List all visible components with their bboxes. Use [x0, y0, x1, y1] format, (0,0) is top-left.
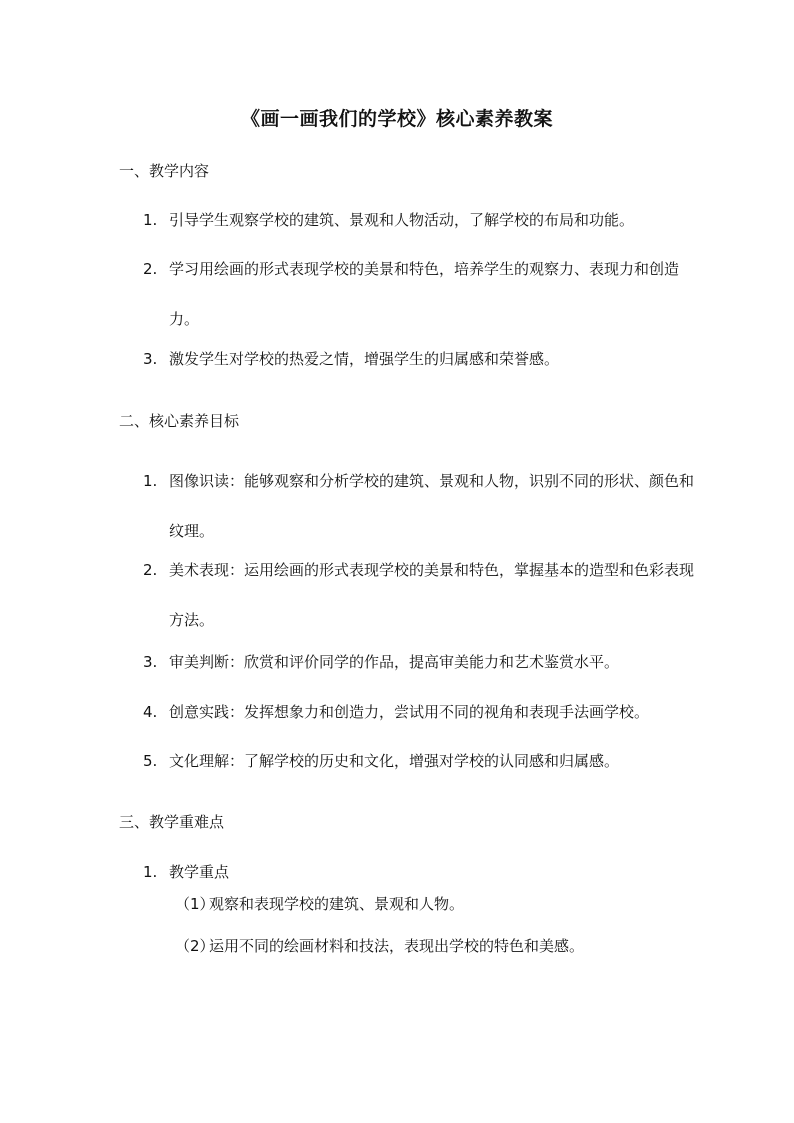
list-item-text: 教学重点 — [169, 863, 230, 881]
list-item — [143, 545, 703, 645]
sub-list-item — [175, 893, 464, 914]
list-item-text: 文化理解：了解学校的历史和文化，增强对学校的认同感和归属感。 — [169, 752, 620, 770]
list-item-text: 审美判断：欣赏和评价同学的作品，提高审美能力和艺术鉴赏水平。 — [169, 653, 620, 671]
section-heading-2: 二、核心素养目标 — [119, 412, 240, 430]
list-item-number: 1. — [143, 863, 158, 881]
sub-list-item-text: 运用不同的绘画材料和技法，表现出学校的特色和美感。 — [209, 937, 585, 955]
list-item — [143, 736, 703, 786]
list-item-text: 激发学生对学校的热爱之情，增强学生的归属感和荣誉感。 — [169, 350, 560, 368]
sub-list-item — [175, 935, 584, 956]
document-title: 《画一画我们的学校》核心素养教案 — [240, 108, 553, 130]
list-item-text: 学习用绘画的形式表现学校的美景和特色，培养学生的观察力、表现力和创造力。 — [169, 260, 680, 328]
sub-list-item-text: 观察和表现学校的建筑、景观和人物。 — [209, 895, 465, 913]
list-item-text: 图像识读：能够观察和分析学校的建筑、景观和人物，识别不同的形状、颜色和纹理。 — [169, 472, 695, 540]
list-item — [143, 456, 703, 556]
sub-list-item-number: （1） — [175, 895, 215, 913]
list-item-text: 美术表现：运用绘画的形式表现学校的美景和特色，掌握基本的造型和色彩表现方法。 — [169, 561, 695, 629]
section-heading-1: 一、教学内容 — [119, 162, 210, 180]
list-item-text: 创意实践：发挥想象力和创造力，尝试用不同的视角和表现手法画学校。 — [169, 703, 650, 721]
list-item-number: 3. — [143, 653, 158, 671]
list-item-number: 4. — [143, 703, 158, 721]
section-heading-3: 三、教学重难点 — [119, 813, 225, 831]
list-item-number: 3. — [143, 350, 158, 368]
list-item-number: 5. — [143, 752, 158, 770]
list-item-number: 1. — [143, 472, 158, 490]
sub-list-item-number: （2） — [175, 937, 215, 955]
list-item-number: 1. — [143, 211, 158, 229]
list-item — [143, 195, 703, 245]
list-item — [143, 847, 703, 897]
list-item — [143, 687, 703, 737]
list-item — [143, 637, 703, 687]
list-item-text: 引导学生观察学校的建筑、景观和人物活动，了解学校的布局和功能。 — [169, 211, 635, 229]
list-item — [143, 334, 703, 384]
list-item-number: 2. — [143, 561, 158, 579]
list-item-number: 2. — [143, 260, 158, 278]
list-item — [143, 244, 703, 344]
